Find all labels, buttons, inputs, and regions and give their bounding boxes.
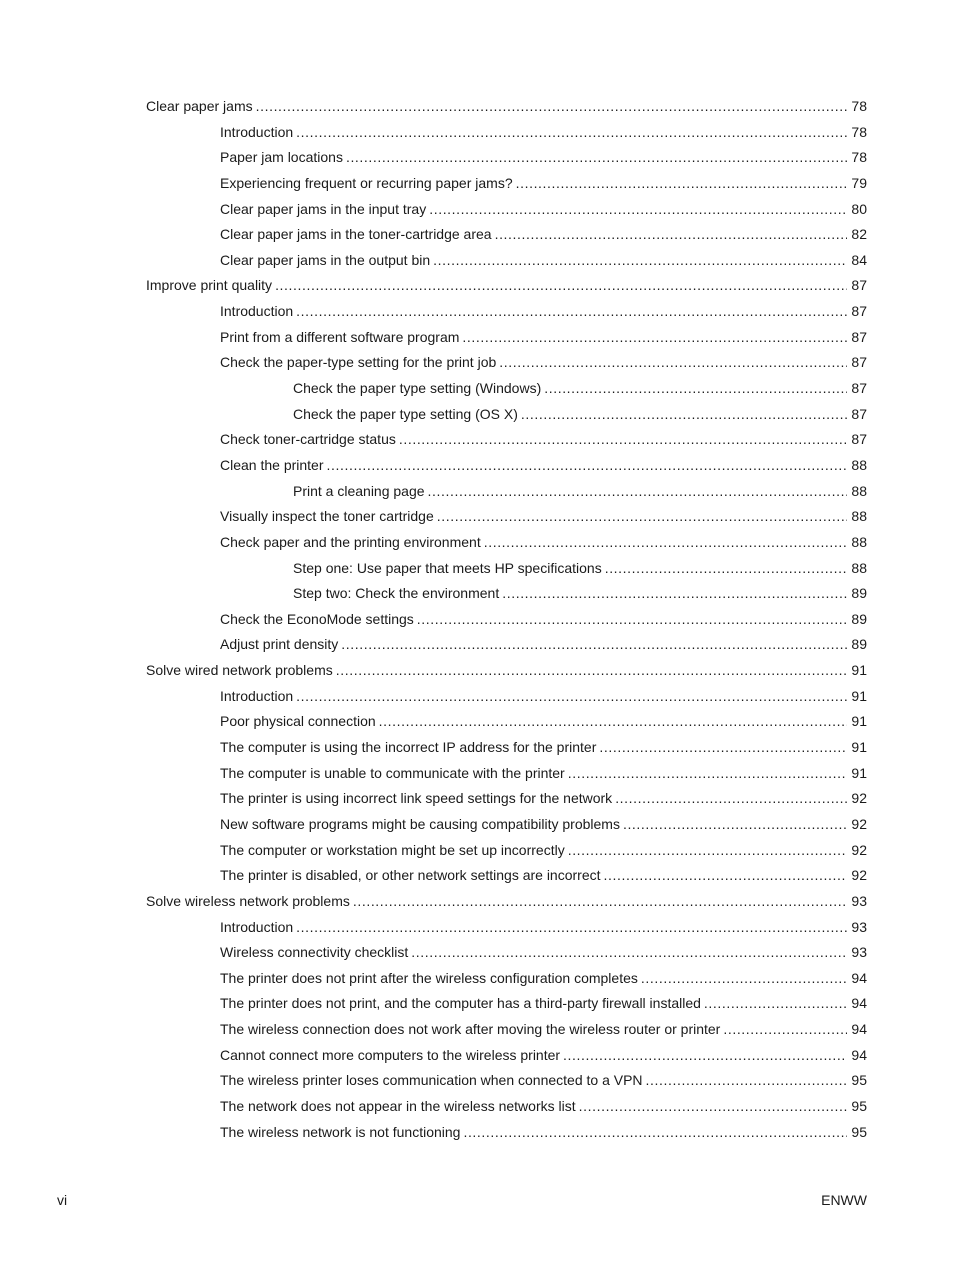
toc-dot-leader — [341, 632, 847, 658]
page-footer — [57, 1192, 867, 1208]
toc-entry[interactable] — [146, 556, 867, 582]
toc-entry-page: 95 — [851, 1123, 867, 1140]
toc-dot-leader — [623, 812, 847, 838]
toc-entry-title: The printer is using incorrect link speed settings for the network — [220, 790, 613, 807]
toc-entry-title: The computer or workstation might be set up incorrectly — [220, 841, 565, 858]
toc-dot-leader — [399, 427, 848, 453]
toc-entry-page: 89 — [851, 610, 867, 627]
toc-entry-title: The computer is unable to communicate with the printer — [220, 764, 565, 781]
toc-dot-leader — [336, 658, 848, 684]
toc-dot-leader — [346, 145, 847, 171]
toc-entry-title: Introduction — [220, 687, 294, 704]
toc-dot-leader — [544, 376, 847, 402]
toc-entry-title: Clear paper jams — [146, 98, 253, 114]
toc-entry-page: 88 — [851, 533, 867, 550]
toc-dot-leader — [353, 889, 848, 915]
toc-dot-leader — [646, 1068, 848, 1094]
toc-entry-title: Clear paper jams in the input tray — [220, 200, 427, 217]
toc-dot-leader — [296, 120, 847, 146]
toc-entry-page: 88 — [851, 559, 867, 576]
table-of-contents — [146, 94, 867, 1145]
toc-entry-page: 95 — [851, 1097, 867, 1114]
toc-entry[interactable] — [146, 120, 867, 146]
toc-entry[interactable] — [146, 350, 867, 376]
toc-entry[interactable] — [146, 1068, 867, 1094]
toc-entry[interactable] — [146, 1094, 867, 1120]
toc-entry-page: 88 — [851, 456, 867, 473]
toc-dot-leader — [563, 1043, 847, 1069]
toc-entry-title: Clear paper jams in the toner-cartridge area — [220, 226, 492, 243]
toc-dot-leader — [275, 273, 847, 299]
toc-entry[interactable] — [146, 402, 867, 428]
toc-entry-title: New software programs might be causing compatibility problems — [220, 815, 620, 832]
toc-entry-title: The wireless printer loses communication when connected to a VPN — [220, 1072, 643, 1089]
toc-entry[interactable] — [146, 248, 867, 274]
toc-entry-page: 92 — [851, 867, 867, 884]
toc-dot-leader — [516, 171, 848, 197]
toc-entry-title: Adjust print density — [220, 636, 339, 653]
toc-entry-title: Paper jam locations — [220, 149, 343, 166]
toc-dot-leader — [641, 966, 848, 992]
toc-entry-title: Check the paper-type setting for the print job — [220, 354, 497, 371]
toc-entry[interactable] — [146, 838, 867, 864]
toc-entry-title: Print a cleaning page — [293, 482, 425, 499]
toc-entry-title: Solve wired network problems — [146, 662, 333, 679]
toc-entry-title: Step one: Use paper that meets HP specifications — [293, 559, 602, 576]
toc-dot-leader — [437, 504, 848, 530]
toc-entry-page: 87 — [851, 277, 867, 294]
toc-entry-title: The printer is disabled, or other network settings are incorrect — [220, 867, 601, 884]
toc-entry[interactable] — [146, 504, 867, 530]
toc-entry-title: The printer does not print, and the computer has a third-party firewall installed — [220, 995, 701, 1012]
toc-dot-leader — [568, 761, 848, 787]
toc-entry[interactable] — [146, 1120, 867, 1146]
toc-entry-title: Check the paper type setting (OS X) — [293, 405, 518, 422]
toc-entry-page: 82 — [851, 226, 867, 243]
toc-entry-page: 94 — [851, 969, 867, 986]
toc-entry-title: The network does not appear in the wireless networks list — [220, 1097, 576, 1114]
toc-dot-leader — [463, 1120, 847, 1146]
toc-entry-page: 91 — [851, 739, 867, 756]
toc-entry-title: Introduction — [220, 918, 294, 935]
toc-entry[interactable] — [146, 940, 867, 966]
toc-entry-title: Poor physical connection — [220, 713, 376, 730]
toc-entry-page: 87 — [851, 354, 867, 371]
toc-entry-page: 88 — [851, 482, 867, 499]
toc-entry[interactable] — [146, 684, 867, 710]
toc-entry-page: 92 — [851, 815, 867, 832]
toc-entry-title: Cannot connect more computers to the wireless printer — [220, 1046, 561, 1063]
toc-entry-page: 88 — [851, 508, 867, 525]
toc-entry-page: 84 — [851, 251, 867, 268]
toc-dot-leader — [605, 556, 848, 582]
toc-dot-leader — [604, 863, 848, 889]
toc-entry-page: 92 — [851, 790, 867, 807]
toc-entry-page: 78 — [851, 123, 867, 140]
toc-entry-title: Experiencing frequent or recurring paper jams? — [220, 174, 513, 191]
toc-entry-page: 91 — [851, 713, 867, 730]
toc-entry-page: 91 — [851, 687, 867, 704]
toc-entry[interactable] — [146, 607, 867, 633]
toc-entry-title: Visually inspect the toner cartridge — [220, 508, 434, 525]
toc-entry-page: 91 — [851, 764, 867, 781]
toc-entry[interactable] — [146, 709, 867, 735]
toc-entry[interactable] — [146, 325, 867, 351]
toc-entry-page: 93 — [851, 892, 867, 909]
toc-dot-leader — [428, 479, 848, 505]
toc-dot-leader — [296, 684, 847, 710]
toc-entry-page: 89 — [851, 636, 867, 653]
toc-dot-leader — [495, 222, 848, 248]
toc-entry[interactable] — [146, 530, 867, 556]
toc-entry[interactable] — [146, 197, 867, 223]
toc-entry[interactable] — [146, 145, 867, 171]
toc-entry[interactable] — [146, 94, 867, 120]
toc-entry[interactable] — [146, 299, 867, 325]
toc-dot-leader — [417, 607, 848, 633]
toc-entry[interactable] — [146, 376, 867, 402]
toc-entry-title: Clean the printer — [220, 456, 324, 473]
toc-entry[interactable] — [146, 812, 867, 838]
toc-entry-page: 79 — [851, 174, 867, 191]
toc-entry[interactable] — [146, 991, 867, 1017]
toc-entry-title: Improve print quality — [146, 277, 273, 294]
toc-entry[interactable] — [146, 479, 867, 505]
toc-entry[interactable] — [146, 453, 867, 479]
toc-dot-leader — [296, 299, 847, 325]
toc-entry-title: Check toner-cartridge status — [220, 431, 396, 448]
toc-entry[interactable] — [146, 966, 867, 992]
toc-entry[interactable] — [146, 786, 867, 812]
toc-dot-leader — [256, 94, 848, 120]
toc-entry-page: 80 — [851, 200, 867, 217]
toc-entry[interactable] — [146, 581, 867, 607]
toc-entry[interactable] — [146, 735, 867, 761]
footer-label: ENWW — [821, 1192, 867, 1208]
toc-dot-leader — [296, 915, 847, 941]
toc-entry[interactable] — [146, 889, 867, 915]
toc-entry-title: The wireless network is not functioning — [220, 1123, 461, 1140]
toc-entry-title: The computer is using the incorrect IP address for the printer — [220, 739, 597, 756]
toc-entry-page: 87 — [851, 380, 867, 397]
toc-entry-page: 89 — [851, 585, 867, 602]
toc-entry-page: 92 — [851, 841, 867, 858]
toc-entry-page: 91 — [851, 662, 867, 679]
toc-entry-title: The wireless connection does not work after moving the wireless router or printer — [220, 1021, 721, 1038]
toc-entry-title: The printer does not print after the wireless configuration completes — [220, 969, 638, 986]
toc-dot-leader — [723, 1017, 847, 1043]
toc-dot-leader — [615, 786, 847, 812]
toc-entry[interactable] — [146, 1017, 867, 1043]
toc-dot-leader — [433, 248, 847, 274]
toc-entry-page: 94 — [851, 995, 867, 1012]
toc-entry-title: Clear paper jams in the output bin — [220, 251, 431, 268]
toc-entry-page: 87 — [851, 328, 867, 345]
toc-dot-leader — [599, 735, 847, 761]
toc-entry-page: 93 — [851, 944, 867, 961]
toc-entry-title: Introduction — [220, 123, 294, 140]
toc-entry[interactable] — [146, 658, 867, 684]
toc-entry-page: 87 — [851, 303, 867, 320]
toc-entry-title: Check the EconoMode settings — [220, 610, 414, 627]
toc-entry[interactable] — [146, 273, 867, 299]
toc-dot-leader — [521, 402, 848, 428]
toc-entry-title: Check the paper type setting (Windows) — [293, 380, 542, 397]
toc-entry-page: 94 — [851, 1021, 867, 1038]
toc-entry[interactable] — [146, 632, 867, 658]
toc-entry[interactable] — [146, 863, 867, 889]
toc-dot-leader — [568, 838, 848, 864]
toc-entry-title: Check paper and the printing environment — [220, 533, 481, 550]
toc-entry-title: Step two: Check the environment — [293, 585, 500, 602]
toc-dot-leader — [502, 581, 847, 607]
toc-entry-page: 78 — [851, 98, 867, 114]
toc-dot-leader — [429, 197, 847, 223]
toc-entry[interactable] — [146, 171, 867, 197]
toc-entry-page: 87 — [851, 405, 867, 422]
toc-entry[interactable] — [146, 915, 867, 941]
toc-entry[interactable] — [146, 1043, 867, 1069]
toc-entry[interactable] — [146, 427, 867, 453]
toc-dot-leader — [704, 991, 848, 1017]
toc-dot-leader — [484, 530, 848, 556]
toc-entry-title: Wireless connectivity checklist — [220, 944, 409, 961]
toc-dot-leader — [579, 1094, 848, 1120]
toc-dot-leader — [327, 453, 848, 479]
toc-dot-leader — [411, 940, 847, 966]
toc-entry-page: 87 — [851, 431, 867, 448]
toc-entry-page: 95 — [851, 1072, 867, 1089]
toc-entry[interactable] — [146, 761, 867, 787]
footer-page-number: vi — [57, 1192, 68, 1208]
toc-dot-leader — [499, 350, 847, 376]
toc-entry[interactable] — [146, 222, 867, 248]
toc-entry-title: Solve wireless network problems — [146, 892, 350, 909]
toc-entry-page: 78 — [851, 149, 867, 166]
toc-entry-page: 93 — [851, 918, 867, 935]
toc-entry-page: 94 — [851, 1046, 867, 1063]
toc-entry-title: Print from a different software program — [220, 328, 460, 345]
toc-dot-leader — [379, 709, 848, 735]
toc-entry-title: Introduction — [220, 303, 294, 320]
toc-dot-leader — [462, 325, 847, 351]
